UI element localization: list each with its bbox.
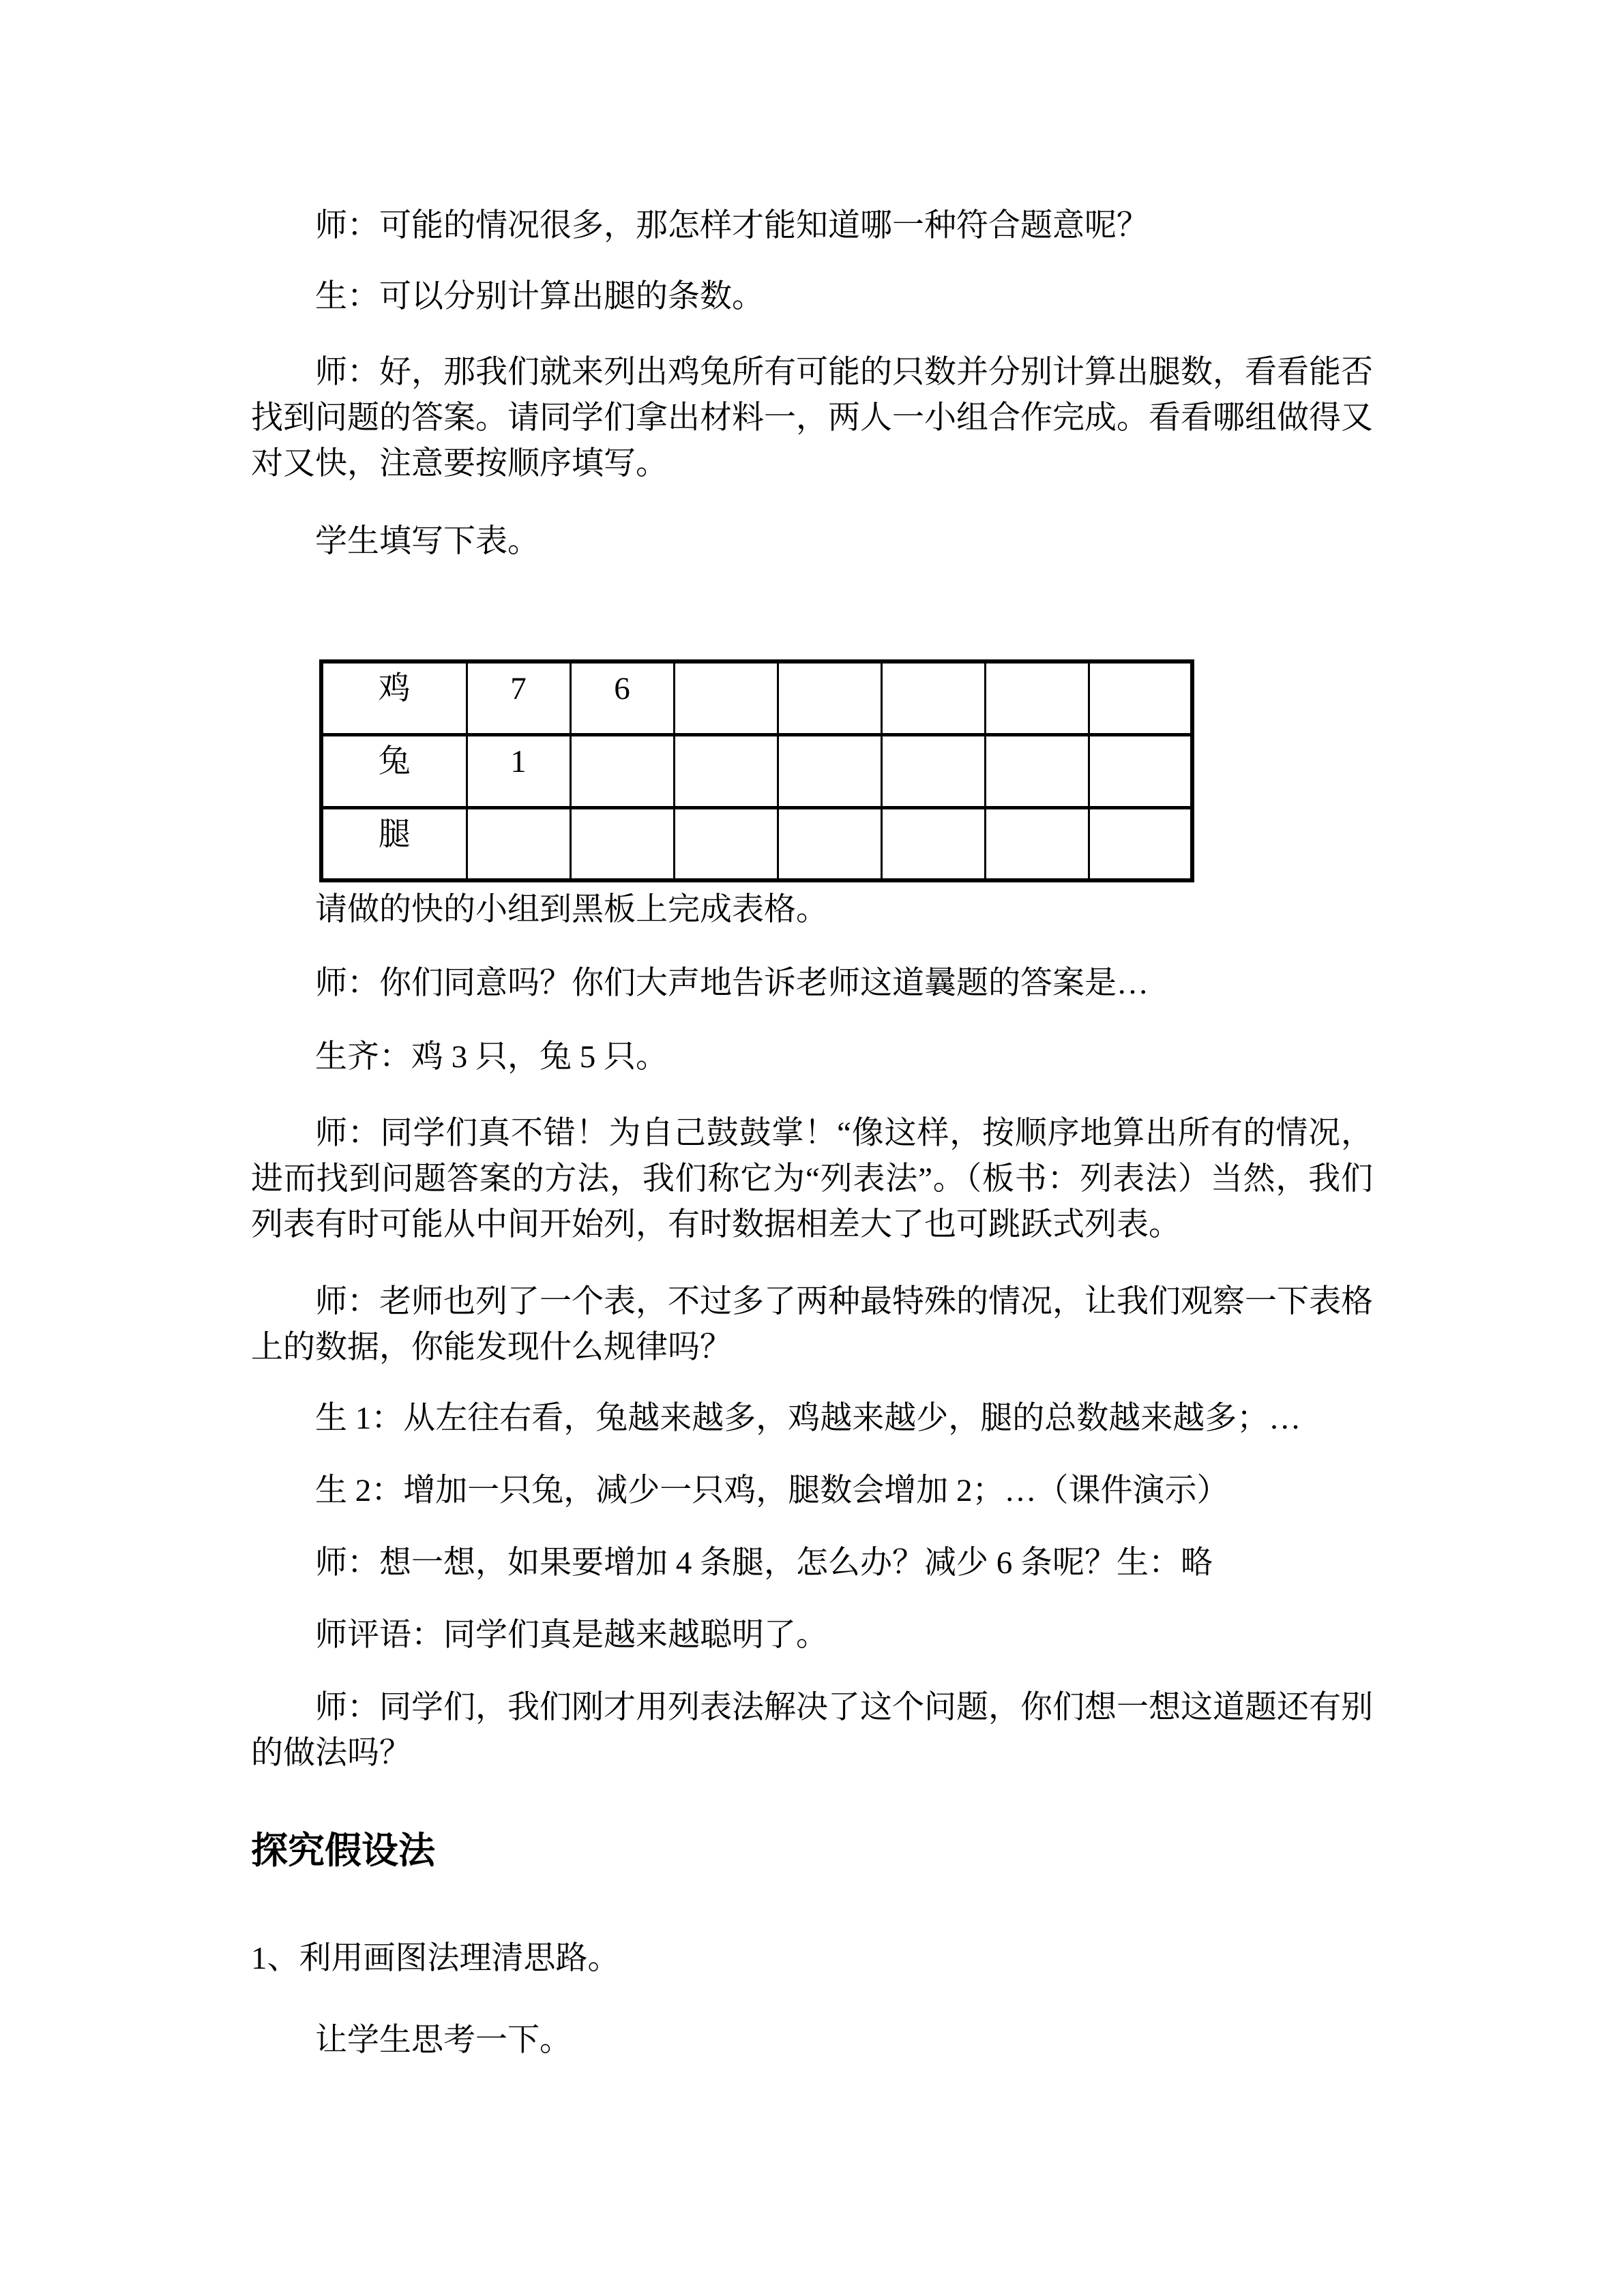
table-cell <box>1089 734 1192 807</box>
table-cell <box>570 734 674 807</box>
table-row-label: 腿 <box>321 807 467 880</box>
paragraph-p13: 师评语：同学们真是越来越聪明了。 <box>315 1617 828 1653</box>
paragraph-p5: 请做的快的小组到黑板上完成表格。 <box>315 892 828 927</box>
paragraph-p4: 学生填写下表。 <box>315 524 540 559</box>
table-cell <box>778 661 881 734</box>
table-cell <box>1089 807 1192 880</box>
table-cell <box>778 734 881 807</box>
document-flow <box>251 203 1373 2063</box>
paragraph-p11: 生 2：增加一只兔，减少一只鸡，腿数会增加 2；…（课件演示） <box>315 1473 1229 1508</box>
table-cell: 6 <box>570 661 674 734</box>
paragraph-p8: 师：同学们真不错！为自己鼓鼓掌！“像这样，按顺序地算出所有的情况，进而找到问题答案的方法，我们称它为“列表法”。（板书：列表法）当然，我们列表有时可能从中间开始列，有时数据相差大了也可跳跃式列表。 <box>251 1116 1373 1242</box>
table-row <box>321 807 1192 880</box>
paragraph-p15: 1、利用画图法理清思路。 <box>251 1941 620 1976</box>
paragraph-p10: 生 1：从左往右看，兔越来越多，鸡越来越少，腿的总数越来越多；… <box>315 1401 1301 1436</box>
fill-table <box>319 659 1194 882</box>
table-cell <box>985 661 1089 734</box>
paragraph-p1: 师：可能的情况很多，那怎样才能知道哪一种符合题意呢？ <box>315 208 1149 243</box>
paragraph-p3: 师：好，那我们就来列出鸡兔所有可能的只数并分别计算出腿数，看看能否找到问题的答案。请同学们拿出材料一，两人一小组合作完成。看看哪组做得又对又快，注意要按顺序填写。 <box>251 355 1373 481</box>
table-cell <box>674 734 778 807</box>
table-cell <box>570 807 674 880</box>
paragraph-p12: 师：想一想，如果要增加 4 条腿，怎么办？减少 6 条呢？生：略 <box>315 1545 1213 1581</box>
table-cell: 7 <box>467 661 570 734</box>
table-row <box>321 734 1192 807</box>
table-row-label: 鸡 <box>321 661 467 734</box>
table-cell: 1 <box>467 734 570 807</box>
table-cell <box>467 807 570 880</box>
table-cell <box>674 807 778 880</box>
paragraph-p9: 师：老师也列了一个表，不过多了两种最特殊的情况，让我们观察一下表格上的数据，你能发现什么规律吗？ <box>251 1284 1373 1365</box>
table-cell <box>985 807 1089 880</box>
table-cell <box>674 661 778 734</box>
table-cell <box>1089 661 1192 734</box>
table-cell <box>778 807 881 880</box>
fill-table-wrap <box>319 659 1373 882</box>
paragraph-p7: 生齐：鸡 3 只，兔 5 只。 <box>315 1039 668 1075</box>
table-row-label: 兔 <box>321 734 467 807</box>
paragraph-p2: 生：可以分别计算出腿的条数。 <box>315 279 764 314</box>
table-cell <box>985 734 1089 807</box>
paragraph-p6: 师：你们同意吗？你们大声地告诉老师这道曩题的答案是… <box>315 966 1149 1001</box>
paragraph-p14: 师：同学们，我们刚才用列表法解决了这个问题，你们想一想这道题还有别的做法吗？ <box>251 1690 1373 1771</box>
paragraph-heading: 探究假设法 <box>251 1830 435 1871</box>
paragraph-p16: 让学生思考一下。 <box>315 2023 572 2058</box>
table-cell <box>881 734 985 807</box>
table-cell <box>881 807 985 880</box>
table-cell <box>881 661 985 734</box>
table-row <box>321 661 1192 734</box>
